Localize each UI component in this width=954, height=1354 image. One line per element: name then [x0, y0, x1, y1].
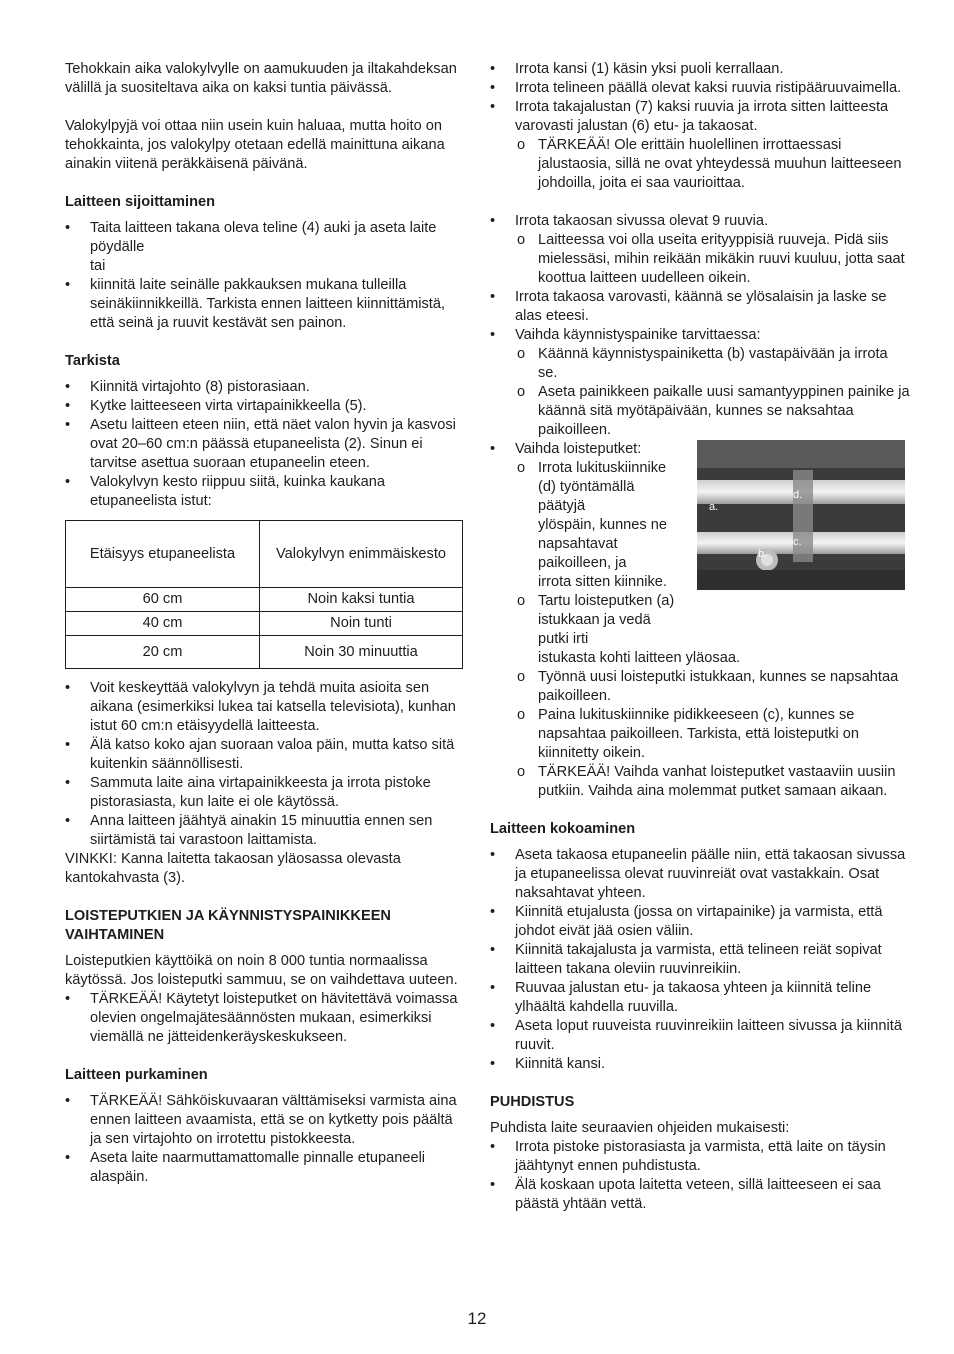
- disassembly-steps-2: [490, 212, 910, 801]
- table-cell: 60 cm: [66, 588, 260, 612]
- cleaning-list: [490, 1138, 910, 1214]
- text-line: paikoilleen, ja: [538, 555, 627, 571]
- sub-list-item: o TÄRKEÄÄ! Ole erittäin huolellinen irrottaessasi jalustaosia, sillä ne ovat yhteydessä muuhun laitteeseen johdoilla, joita ei saa vaurioittaa.: [515, 136, 910, 193]
- sub-list: [515, 345, 910, 440]
- list-item: • Irrota pistoke pistorasiasta ja varmista, että laite on täysin jäähtynyt ennen puhdistusta.: [490, 1138, 910, 1176]
- photo-label-b: b.: [758, 548, 768, 560]
- text-line: istukkaan ja vedä: [538, 612, 651, 628]
- list-item: • Valokylvyn kesto riippuu siitä, kuinka kaukana etupaneelista istut:: [65, 473, 465, 511]
- list-item: • Kiinnitä etujalusta (jossa on virtapainike) ja varmista, että johdot eivät jää osien väliin.: [490, 903, 910, 941]
- list-item: • Irrota telineen päällä olevat kaksi ruuvia ristipääruuvaimella.: [490, 79, 910, 98]
- replace-text: Loisteputkien käyttöikä on noin 8 000 tuntia normaalissa käytössä. Jos loisteputki sammuu, se on vaihdettava uuteen.: [65, 953, 458, 988]
- table-cell: 20 cm: [66, 636, 260, 669]
- placement-heading: Laitteen sijoittaminen: [65, 194, 216, 210]
- check-heading: Tarkista: [65, 353, 120, 369]
- table-cell: 40 cm: [66, 612, 260, 636]
- sub-list-item: o Laitteessa voi olla useita erityyppisiä ruuveja. Pidä siis mielessäsi, mihin reikään mikäkin ruuvi kuuluu, jotta saat koottua laitteen uudelleen oikein.: [515, 231, 910, 288]
- text-line: Tartu loisteputken (a): [538, 593, 675, 609]
- placement-or: tai: [90, 258, 106, 274]
- text-line: päätyjä: [538, 498, 586, 514]
- sub-list: [515, 136, 910, 193]
- list-item: • TÄRKEÄÄ! Käytetyt loisteputket on hävitettävä voimassa olevien ongelmajätesäännösten mukaan, esimerkiksi viemällä ne jätteidenkeräyskeskukseen.: [65, 990, 465, 1047]
- list-item: • TÄRKEÄÄ! Sähköiskuvaaran välttämiseksi varmista aina ennen laitteen avaamista, että se on kytketty pois päältä ja sen virtajohto on irrotettu pistokkeesta.: [65, 1092, 465, 1149]
- table-cell: Noin 30 minuuttia: [260, 636, 463, 669]
- list-item: • Irrota kansi (1) käsin yksi puoli kerrallaan.: [490, 60, 910, 79]
- assembly-list: [490, 846, 910, 1074]
- list-item: • Kiinnitä kansi.: [490, 1055, 910, 1074]
- assembly-heading: Laitteen kokoaminen: [490, 821, 636, 837]
- placement-item-1: Taita laitteen takana oleva teline (4) auki ja aseta laite pöydälle: [90, 220, 437, 255]
- sub-list-item: o Työnnä uusi loisteputki istukkaan, kunnes se napsahtaa paikoilleen.: [515, 668, 910, 706]
- text-line: ylöspäin, kunnes ne: [538, 517, 667, 533]
- list-item: • Kiinnitä virtajohto (8) pistorasiaan.: [65, 378, 465, 397]
- text-line: putki irti: [538, 631, 589, 647]
- list-item: • Aseta takaosa etupaneelin päälle niin, että takaosan sivussa ja etupaneelissa olevat ruuvinreiät ovat vastakkain. Osat naksahtavat yhteen.: [490, 846, 910, 903]
- sub-list: [515, 459, 910, 801]
- sub-list-item: o Paina lukituskiinnike pidikkeeseen (c), kunnes se napsahtaa paikoilleen. Tarkista, että loisteputki on kiinnitetty oikein.: [515, 706, 910, 763]
- list-item: • Asetu laitteen eteen niin, että näet valon hyvin ja kasvosi ovat 20–60 cm:n päässä etupaneelista (2). Sinun ei tarvitse asettua suoraan etupaneelin eteen.: [65, 416, 465, 473]
- left-column: [65, 60, 465, 1187]
- disassembly-list: [65, 1092, 465, 1187]
- list-item: • Voit keskeyttää valokylvyn ja tehdä muita asioita sen aikana (esimerkiksi lukea tai katsella televisiota), kunhan istut 60 cm:n etäisyydellä laitteesta.: [65, 679, 465, 736]
- list-item: • Aseta loput ruuveista ruuvinreikiin laitteen sivussa ja kiinnitä ruuvit.: [490, 1017, 910, 1055]
- list-item: [65, 219, 465, 276]
- sub-list: [515, 231, 910, 288]
- sub-list-item: o Käännä käynnistyspainiketta (b) vastapäivään ja irrota se.: [515, 345, 910, 383]
- table-cell: Noin tunti: [260, 612, 463, 636]
- sub-list-item: o Aseta painikkeen paikalle uusi samantyyppinen painike ja käännä sitä myötäpäivään, kunnes se naksahtaa paikoilleen.: [515, 383, 910, 440]
- check-list: [65, 378, 465, 511]
- list-item-text: Irrota takajalustan (7) kaksi ruuvia ja irrota sitten laitteesta varovasti jalustan (6) etu- ja takaosat.: [515, 99, 889, 134]
- cleaning-text: Puhdista laite seuraavien ohjeiden mukaisesti:: [490, 1120, 790, 1136]
- placement-list: [65, 219, 465, 333]
- text-line: napsahtavat: [538, 536, 618, 552]
- text-line: (d) työntämällä: [538, 479, 635, 495]
- text-line: irrota sitten kiinnike.: [538, 574, 667, 590]
- list-item: • Sammuta laite aina virtapainikkeesta ja irrota pistoke pistorasiasta, kun laite ei ole käytössä.: [65, 774, 465, 812]
- intro-paragraph-1: Tehokkain aika valokylvylle on aamukuuden ja iltakahdeksan välillä ja suositeltava aika on kaksi tuntia päivässä.: [65, 61, 457, 96]
- photo-label-c: c.: [793, 536, 802, 548]
- photo-label-d: d.: [793, 489, 803, 501]
- replace-heading: LOISTEPUTKIEN JA KÄYNNISTYSPAINIKKEEN VAIHTAMINEN: [65, 908, 391, 943]
- list-item: • Älä koskaan upota laitetta veteen, sillä laitteeseen ei saa päästä yhtään vettä.: [490, 1176, 910, 1214]
- distance-table: [65, 520, 463, 669]
- sub-list-item: [515, 592, 910, 668]
- sub-list-item: [515, 459, 910, 592]
- list-item: • Aseta laite naarmuttamattomalle pinnalle etupaneeli alaspäin.: [65, 1149, 465, 1187]
- table-cell: Noin kaksi tuntia: [260, 588, 463, 612]
- list-item: • Kiinnitä takajalusta ja varmista, että telineen reiät sopivat laitteen takana oleviin ruuvinreikiin.: [490, 941, 910, 979]
- disassembly-steps: [490, 60, 910, 193]
- intro-paragraph-2: Valokylpyjä voi ottaa niin usein kuin haluaa, mutta hoito on tehokkainta, jos valokylpy otetaan edellä mainittuna aikana ainakin viitenä peräkkäisenä päivänä.: [65, 118, 445, 172]
- table-row: [66, 588, 463, 612]
- disassembly-heading: Laitteen purkaminen: [65, 1067, 208, 1083]
- cleaning-heading: PUHDISTUS: [490, 1094, 575, 1110]
- tip-text: VINKKI: Kanna laitetta takaosan yläosassa olevasta kantokahvasta (3).: [65, 851, 401, 886]
- table-row: [66, 636, 463, 669]
- list-item: • Älä katso koko ajan suoraan valoa päin, mutta katso sitä kuitenkin säännöllisesti.: [65, 736, 465, 774]
- text-line: istukasta kohti laitteen yläosaa.: [538, 650, 740, 666]
- list-item: • Irrota takaosa varovasti, käännä se ylösalaisin ja laske se alas eteesi.: [490, 288, 910, 326]
- list-item: • kiinnitä laite seinälle pakkauksen mukana tulleilla seinäkiinnikkeillä. Tarkista ennen laitteen kiinnittämistä, että seinä ja ruuvit kestävät sen painon.: [65, 276, 465, 333]
- list-item: [490, 212, 910, 288]
- list-item: • Kytke laitteeseen virta virtapainikkeella (5).: [65, 397, 465, 416]
- list-item: [490, 326, 910, 440]
- right-column: [490, 60, 910, 1214]
- list-item-text: Vaihda käynnistyspainike tarvittaessa:: [515, 327, 761, 343]
- list-item: [490, 440, 910, 801]
- photo-label-a: a.: [709, 501, 719, 513]
- table-header-distance: Etäisyys etupaneelista: [66, 521, 260, 588]
- replace-list: [65, 990, 465, 1047]
- table-row: [66, 612, 463, 636]
- list-item: • Anna laitteen jäähtyä ainakin 15 minuuttia ennen sen siirtämistä tai varastoon laittamista.: [65, 812, 465, 850]
- list-item: • Ruuvaa jalustan etu- ja takaosa yhteen ja kiinnitä teline ylhäältä kahdella ruuvilla.: [490, 979, 910, 1017]
- list-item-text: Irrota takaosan sivussa olevat 9 ruuvia.: [515, 213, 769, 229]
- usage-list: [65, 679, 465, 850]
- list-item: [490, 98, 910, 193]
- text-line: Irrota lukituskiinnike: [538, 460, 667, 476]
- table-header-duration: Valokylvyn enimmäiskesto: [260, 521, 463, 588]
- list-item-text: Vaihda loisteputket:: [515, 441, 642, 457]
- page-number: 12: [467, 1309, 487, 1328]
- sub-list-item: o TÄRKEÄÄ! Vaihda vanhat loisteputket vastaaviin uusiin putkiin. Vaihda aina molemmat putket samaan aikaan.: [515, 763, 910, 801]
